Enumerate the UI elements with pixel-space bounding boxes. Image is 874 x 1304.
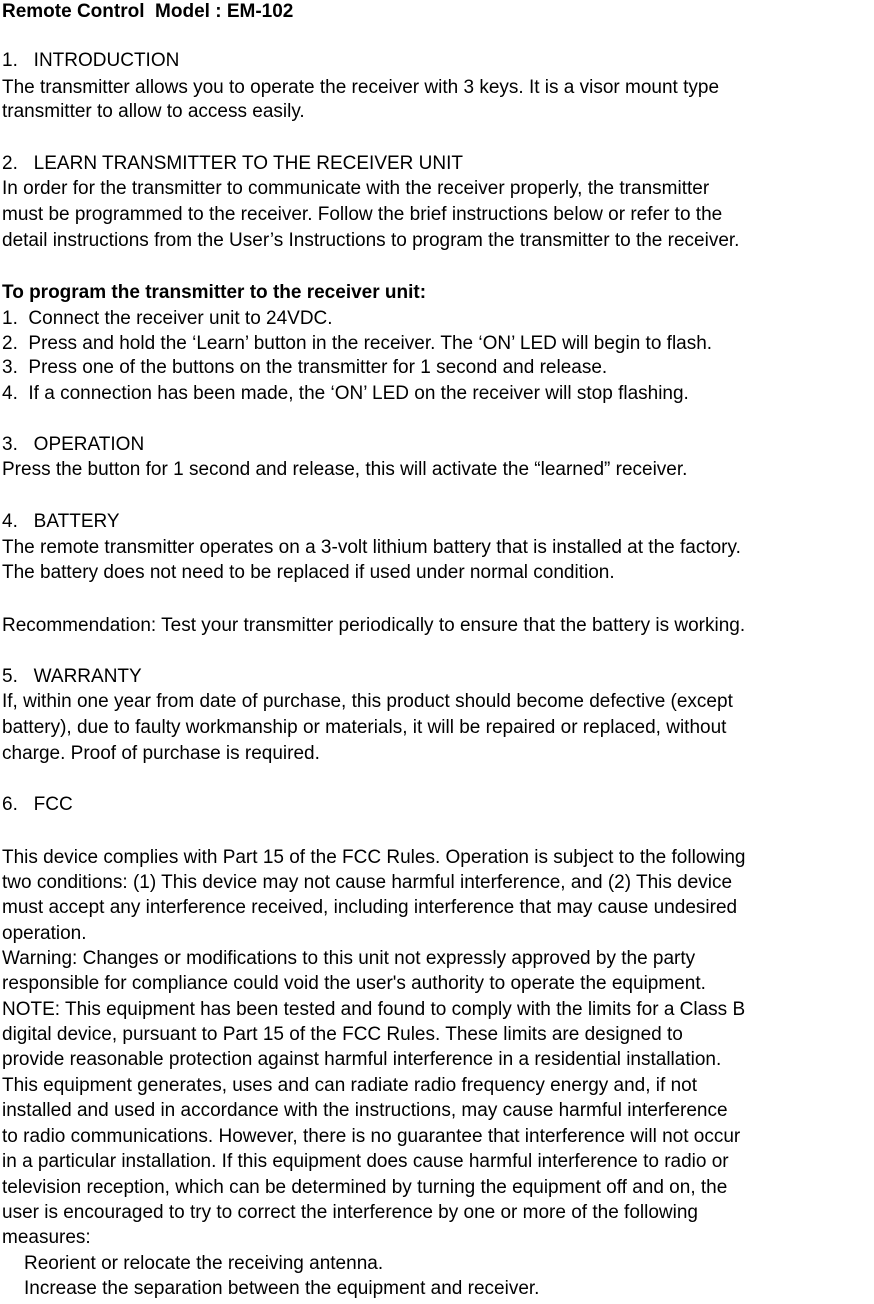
- paragraph-line: must be programmed to the receiver. Follow the brief instructions below or refer to the: [2, 204, 723, 225]
- document-title: Remote Control Model : EM-102: [2, 1, 294, 22]
- section-heading-operation: 3. OPERATION: [2, 434, 145, 455]
- paragraph-line: This device complies with Part 15 of the FCC Rules. Operation is subject to the following: [2, 847, 746, 868]
- paragraph-line: detail instructions from the User’s Instructions to program the transmitter to the receiver.: [2, 230, 740, 251]
- list-item: 2. Press and hold the ‘Learn’ button in the receiver. The ‘ON’ LED will begin to flash.: [2, 333, 713, 354]
- paragraph-line: The remote transmitter operates on a 3-volt lithium battery that is installed at the factory.: [2, 537, 741, 558]
- paragraph-line: In order for the transmitter to communicate with the receiver properly, the transmitter: [2, 178, 710, 199]
- paragraph-line: charge. Proof of purchase is required.: [2, 743, 320, 764]
- list-item: 4. If a connection has been made, the ‘ON’ LED on the receiver will stop flashing.: [2, 383, 689, 404]
- paragraph-line: transmitter to allow to access easily.: [2, 101, 305, 122]
- paragraph-line: in a particular installation. If this equipment does cause harmful interference to radio or: [2, 1151, 729, 1172]
- paragraph-line: This equipment generates, uses and can radiate radio frequency energy and, if not: [2, 1075, 697, 1096]
- paragraph-line: to radio communications. However, there is no guarantee that interference will not occur: [2, 1126, 741, 1147]
- paragraph-line: Press the button for 1 second and release, this will activate the “learned” receiver.: [2, 459, 688, 480]
- section-heading-introduction: 1. INTRODUCTION: [2, 50, 180, 71]
- paragraph-line: provide reasonable protection against harmful interference in a residential installation.: [2, 1049, 722, 1070]
- paragraph-line: television reception, which can be determined by turning the equipment off and on, the: [2, 1177, 728, 1198]
- paragraph-line: The transmitter allows you to operate the receiver with 3 keys. It is a visor mount type: [2, 77, 720, 98]
- paragraph-line: responsible for compliance could void the user's authority to operate the equipment.: [2, 973, 706, 994]
- sub-heading-program: To program the transmitter to the receiver unit:: [2, 282, 427, 303]
- section-heading-battery: 4. BATTERY: [2, 511, 120, 532]
- measure-item: Reorient or relocate the receiving antenna.: [24, 1253, 384, 1274]
- paragraph-line: operation.: [2, 923, 87, 944]
- section-heading-warranty: 5. WARRANTY: [2, 666, 142, 687]
- section-heading-learn: 2. LEARN TRANSMITTER TO THE RECEIVER UNIT: [2, 153, 464, 174]
- paragraph-line: measures:: [2, 1227, 91, 1248]
- paragraph-line: digital device, pursuant to Part 15 of the FCC Rules. These limits are designed to: [2, 1024, 683, 1045]
- paragraph-line: two conditions: (1) This device may not cause harmful interference, and (2) This device: [2, 872, 733, 893]
- section-heading-fcc: 6. FCC: [2, 794, 73, 815]
- paragraph-line: battery), due to faulty workmanship or materials, it will be repaired or replaced, without: [2, 717, 727, 738]
- paragraph-line: NOTE: This equipment has been tested and found to comply with the limits for a Class B: [2, 999, 746, 1020]
- paragraph-line: Warning: Changes or modifications to this unit not expressly approved by the party: [2, 948, 696, 969]
- recommendation-line: Recommendation: Test your transmitter periodically to ensure that the battery is working.: [2, 615, 746, 636]
- paragraph-line: user is encouraged to try to correct the interference by one or more of the following: [2, 1202, 698, 1223]
- paragraph-line: The battery does not need to be replaced if used under normal condition.: [2, 562, 615, 583]
- paragraph-line: installed and used in accordance with the instructions, may cause harmful interference: [2, 1100, 728, 1121]
- list-item: 3. Press one of the buttons on the transmitter for 1 second and release.: [2, 357, 608, 378]
- paragraph-line: must accept any interference received, including interference that may cause undesired: [2, 897, 738, 918]
- list-item: 1. Connect the receiver unit to 24VDC.: [2, 308, 333, 329]
- measure-item: Increase the separation between the equipment and receiver.: [24, 1278, 540, 1299]
- paragraph-line: If, within one year from date of purchase, this product should become defective (except: [2, 691, 733, 712]
